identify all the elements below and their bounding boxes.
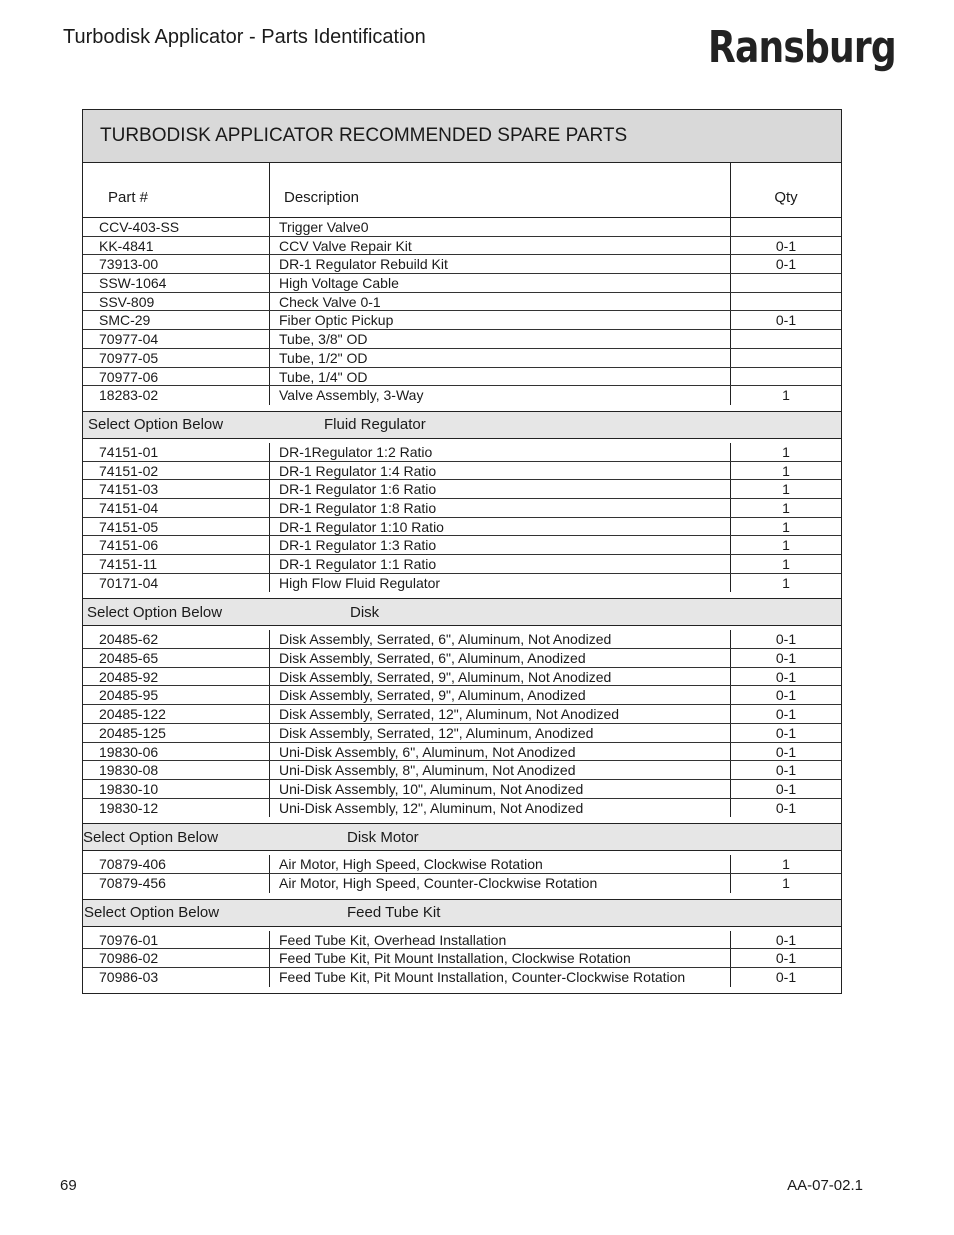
qty-cell: 1: [782, 574, 790, 591]
ransburg-logo: Ransburg: [708, 22, 896, 73]
qty-cell: 0-1: [775, 256, 797, 273]
section-name: Disk Motor: [347, 828, 419, 846]
qty-cell: [731, 293, 841, 311]
table-row: [83, 499, 841, 518]
part-number-cell: SSV-809: [83, 293, 270, 311]
qty-cell: 0-1: [775, 706, 797, 723]
part-number-cell: 74151-06: [83, 536, 270, 554]
qty-cell: 0-1: [775, 237, 797, 254]
part-number-cell: 19830-12: [83, 799, 270, 818]
qty-cell: 0-1: [775, 312, 797, 329]
table-row: [83, 574, 841, 593]
part-number-cell: 70171-04: [83, 574, 270, 593]
table-row: [83, 311, 841, 330]
part-number-cell: 70977-04: [83, 330, 270, 348]
part-number-cell: 19830-08: [83, 761, 270, 779]
section-header: [83, 824, 841, 851]
part-number-cell: 70879-456: [83, 874, 270, 893]
column-header-qty: Qty: [774, 188, 798, 206]
part-number-cell: 70976-01: [83, 931, 270, 949]
qty-cell: 1: [782, 537, 790, 554]
part-number-cell: 70977-05: [83, 349, 270, 367]
qty-cell: 0-1: [775, 969, 797, 985]
description-cell: Tube, 1/2" OD: [270, 349, 731, 367]
spare-parts-table: [82, 109, 842, 994]
qty-cell: 1: [782, 462, 790, 479]
section-header: [83, 900, 841, 927]
section-select-label: Select Option Below: [84, 904, 220, 922]
description-cell: Valve Assembly, 3-Way: [270, 386, 731, 405]
description-cell: Tube, 3/8" OD: [270, 330, 731, 348]
table-row: [83, 630, 841, 649]
table-row: [83, 518, 841, 537]
description-cell: Uni-Disk Assembly, 8", Aluminum, Not Anodized: [270, 761, 731, 779]
part-number-cell: KK-4841: [83, 237, 270, 255]
section-header: [83, 412, 841, 439]
qty-cell: 0-1: [775, 931, 797, 948]
table-row: [83, 743, 841, 762]
table-row: [83, 649, 841, 668]
qty-cell: 0-1: [775, 780, 797, 797]
document-number: AA-07-02.1: [787, 1177, 863, 1194]
description-cell: DR-1 Regulator 1:4 Ratio: [270, 462, 731, 480]
table-row: [83, 386, 841, 405]
part-number-cell: 20485-95: [83, 686, 270, 704]
table-header-row: [83, 163, 841, 218]
description-cell: High Voltage Cable: [270, 274, 731, 292]
description-cell: Air Motor, High Speed, Clockwise Rotation: [270, 855, 731, 873]
table-row: [83, 443, 841, 462]
main-parts-group: [83, 218, 841, 412]
table-row: [83, 949, 841, 968]
section-select-label: Select Option Below: [88, 416, 224, 434]
table-title: TURBODISK APPLICATOR RECOMMENDED SPARE PARTS: [83, 110, 841, 163]
section-rows: [83, 439, 841, 600]
part-number-cell: CCV-403-SS: [83, 218, 270, 236]
table-row: [83, 237, 841, 256]
part-number-cell: 74151-01: [83, 443, 270, 461]
qty-cell: [731, 330, 841, 348]
description-cell: Disk Assembly, Serrated, 9", Aluminum, Not Anodized: [270, 668, 731, 686]
description-cell: Air Motor, High Speed, Counter-Clockwise Rotation: [270, 874, 731, 893]
description-cell: DR-1 Regulator 1:1 Ratio: [270, 555, 731, 573]
table-row: [83, 799, 841, 818]
qty-cell: 1: [782, 874, 790, 891]
page-header-title: Turbodisk Applicator - Parts Identification: [63, 26, 426, 48]
part-number-cell: SSW-1064: [83, 274, 270, 292]
description-cell: Disk Assembly, Serrated, 6", Aluminum, Anodized: [270, 649, 731, 667]
part-number-cell: 74151-03: [83, 480, 270, 498]
description-cell: Disk Assembly, Serrated, 12", Aluminum, Anodized: [270, 724, 731, 742]
part-number-cell: 19830-06: [83, 743, 270, 761]
part-number-cell: 20485-92: [83, 668, 270, 686]
part-number-cell: 20485-122: [83, 705, 270, 723]
section-rows: [83, 851, 841, 899]
description-cell: Disk Assembly, Serrated, 9", Aluminum, Anodized: [270, 686, 731, 704]
description-cell: DR-1 Regulator 1:6 Ratio: [270, 480, 731, 498]
description-cell: DR-1Regulator 1:2 Ratio: [270, 443, 731, 461]
description-cell: DR-1 Regulator 1:3 Ratio: [270, 536, 731, 554]
column-header-part: Part #: [83, 163, 270, 217]
part-number-cell: 70986-02: [83, 949, 270, 967]
qty-cell: 1: [782, 556, 790, 572]
qty-cell: 0-1: [775, 743, 797, 760]
table-row: [83, 761, 841, 780]
part-number-cell: 20485-65: [83, 649, 270, 667]
qty-cell: 0-1: [775, 650, 797, 667]
description-cell: Check Valve 0-1: [270, 293, 731, 311]
table-row: [83, 462, 841, 481]
description-cell: Feed Tube Kit, Pit Mount Installation, Counter-Clockwise Rotation: [270, 968, 731, 987]
qty-cell: [731, 218, 841, 236]
part-number-cell: 74151-02: [83, 462, 270, 480]
table-row: [83, 368, 841, 387]
qty-cell: 1: [782, 499, 790, 516]
part-number-cell: 70879-406: [83, 855, 270, 873]
table-row: [83, 555, 841, 574]
description-cell: Feed Tube Kit, Overhead Installation: [270, 931, 731, 949]
part-number-cell: 74151-04: [83, 499, 270, 517]
page-number: 69: [60, 1177, 77, 1194]
section-select-label: Select Option Below: [87, 603, 223, 621]
part-number-cell: 74151-05: [83, 518, 270, 536]
section-rows: [83, 626, 841, 824]
qty-cell: 1: [782, 856, 790, 873]
part-number-cell: 73913-00: [83, 255, 270, 273]
table-row: [83, 218, 841, 237]
part-number-cell: 74151-11: [83, 555, 270, 573]
qty-cell: 1: [782, 518, 790, 535]
qty-cell: 0-1: [775, 762, 797, 779]
section-name: Feed Tube Kit: [347, 904, 441, 922]
qty-cell: [731, 349, 841, 367]
description-cell: Feed Tube Kit, Pit Mount Installation, Clockwise Rotation: [270, 949, 731, 967]
part-number-cell: 20485-62: [83, 630, 270, 648]
qty-cell: 0-1: [775, 631, 797, 648]
part-number-cell: 20485-125: [83, 724, 270, 742]
description-cell: Disk Assembly, Serrated, 6", Aluminum, Not Anodized: [270, 630, 731, 648]
description-cell: High Flow Fluid Regulator: [270, 574, 731, 593]
description-cell: Uni-Disk Assembly, 12", Aluminum, Not Anodized: [270, 799, 731, 818]
table-row: [83, 931, 841, 950]
description-cell: Uni-Disk Assembly, 10", Aluminum, Not Anodized: [270, 780, 731, 798]
qty-cell: 0-1: [775, 687, 797, 704]
table-row: [83, 293, 841, 312]
section-name: Disk: [350, 603, 380, 621]
qty-cell: [731, 274, 841, 292]
option-sections: [83, 412, 841, 993]
qty-cell: 0-1: [775, 799, 797, 816]
section-select-label: Select Option Below: [83, 828, 219, 846]
table-row: [83, 480, 841, 499]
section-header: [83, 599, 841, 626]
section-name: Fluid Regulator: [324, 416, 426, 434]
column-header-description: Description: [270, 163, 731, 217]
table-row: [83, 349, 841, 368]
part-number-cell: 70977-06: [83, 368, 270, 386]
table-row: [83, 686, 841, 705]
qty-cell: 0-1: [775, 668, 797, 685]
section-rows: [83, 927, 841, 993]
part-number-cell: 19830-10: [83, 780, 270, 798]
part-number-cell: 18283-02: [83, 386, 270, 405]
description-cell: DR-1 Regulator 1:8 Ratio: [270, 499, 731, 517]
table-row: [83, 705, 841, 724]
qty-cell: 0-1: [775, 724, 797, 741]
qty-cell: 1: [782, 387, 790, 404]
description-cell: CCV Valve Repair Kit: [270, 237, 731, 255]
table-row: [83, 330, 841, 349]
table-row: [83, 780, 841, 799]
table-row: [83, 968, 841, 987]
table-row: [83, 668, 841, 687]
qty-cell: 1: [782, 481, 790, 498]
part-number-cell: 70986-03: [83, 968, 270, 987]
description-cell: Disk Assembly, Serrated, 12", Aluminum, Not Anodized: [270, 705, 731, 723]
description-cell: Tube, 1/4" OD: [270, 368, 731, 386]
description-cell: DR-1 Regulator 1:10 Ratio: [270, 518, 731, 536]
table-row: [83, 274, 841, 293]
table-row: [83, 536, 841, 555]
description-cell: Fiber Optic Pickup: [270, 311, 731, 329]
table-row: [83, 255, 841, 274]
part-number-cell: SMC-29: [83, 311, 270, 329]
description-cell: DR-1 Regulator Rebuild Kit: [270, 255, 731, 273]
table-row: [83, 855, 841, 874]
qty-cell: 0-1: [775, 950, 797, 967]
table-row: [83, 724, 841, 743]
table-row: [83, 874, 841, 893]
qty-cell: 1: [782, 443, 790, 460]
qty-cell: [731, 368, 841, 386]
description-cell: Trigger Valve0: [270, 218, 731, 236]
description-cell: Uni-Disk Assembly, 6", Aluminum, Not Anodized: [270, 743, 731, 761]
